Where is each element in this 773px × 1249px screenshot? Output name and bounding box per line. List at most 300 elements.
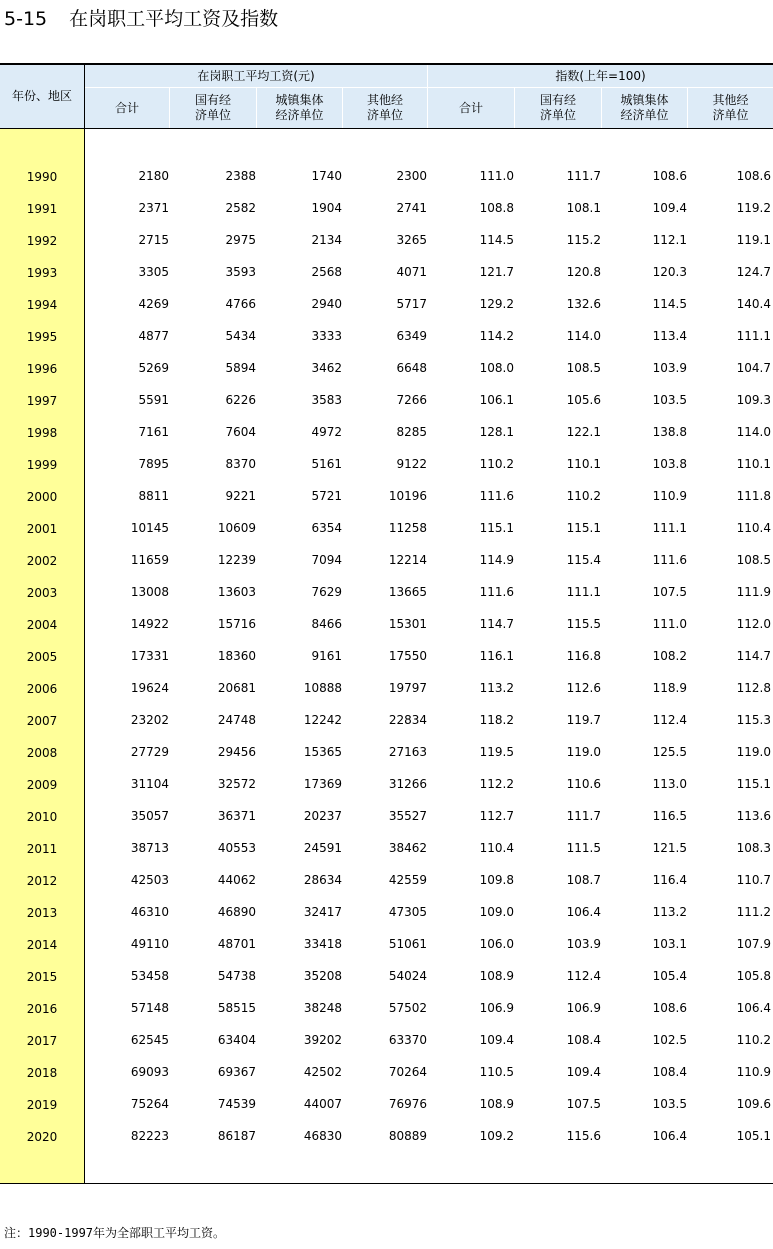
cell-wage-state: 86187	[217, 1129, 256, 1143]
cell-index-total: 108.8	[479, 201, 514, 215]
cell-index-collective: 111.6	[652, 553, 687, 567]
cell-index-other: 104.7	[736, 361, 771, 375]
cell-wage-other: 63370	[388, 1033, 427, 1047]
cell-wage-other: 70264	[388, 1065, 427, 1079]
cell-wage-other: 80889	[388, 1129, 427, 1143]
table-row	[0, 224, 773, 256]
cell-wage-total: 10145	[130, 521, 169, 535]
cell-wage-state: 58515	[217, 1001, 256, 1015]
cell-index-total: 108.9	[479, 1097, 514, 1111]
cell-index-other: 109.6	[736, 1097, 771, 1111]
cell-wage-other: 10196	[388, 489, 427, 503]
cell-wage-total: 7161	[138, 425, 169, 439]
header-col-wage-collective: 城镇集体 经济单位	[257, 88, 342, 128]
table-row	[0, 448, 773, 480]
cell-wage-collective: 15365	[303, 745, 342, 759]
cell-index-total: 114.7	[479, 617, 514, 631]
cell-wage-total: 2715	[138, 233, 169, 247]
row-year: 1993	[26, 266, 58, 280]
cell-index-collective: 111.0	[652, 617, 687, 631]
cell-index-collective: 111.1	[652, 521, 687, 535]
cell-index-state: 108.5	[566, 361, 601, 375]
cell-wage-state: 63404	[217, 1033, 256, 1047]
cell-index-other: 119.2	[736, 201, 771, 215]
row-year: 2013	[26, 906, 58, 920]
cell-wage-collective: 3462	[311, 361, 342, 375]
cell-index-total: 109.4	[479, 1033, 514, 1047]
cell-index-other: 111.2	[736, 905, 771, 919]
cell-index-state: 111.7	[566, 169, 601, 183]
cell-wage-collective: 6354	[311, 521, 342, 535]
cell-wage-collective: 24591	[303, 841, 342, 855]
cell-index-other: 107.9	[736, 937, 771, 951]
cell-index-total: 106.9	[479, 1001, 514, 1015]
cell-index-total: 114.2	[479, 329, 514, 343]
cell-index-other: 111.9	[736, 585, 771, 599]
row-year: 2017	[26, 1034, 58, 1048]
cell-wage-total: 19624	[130, 681, 169, 695]
cell-index-total: 106.0	[479, 937, 514, 951]
cell-index-state: 132.6	[566, 297, 601, 311]
table-end-rule	[0, 1183, 773, 1184]
cell-index-total: 111.6	[479, 585, 514, 599]
table-row	[0, 1056, 773, 1088]
cell-index-state: 110.1	[566, 457, 601, 471]
table-row	[0, 576, 773, 608]
cell-wage-collective: 42502	[303, 1065, 342, 1079]
table-row	[0, 864, 773, 896]
cell-wage-state: 29456	[217, 745, 256, 759]
cell-index-other: 110.7	[736, 873, 771, 887]
cell-index-collective: 102.5	[652, 1033, 687, 1047]
cell-wage-state: 2388	[225, 169, 256, 183]
row-year: 1995	[26, 330, 58, 344]
cell-wage-state: 44062	[217, 873, 256, 887]
cell-wage-collective: 5721	[311, 489, 342, 503]
cell-wage-state: 74539	[217, 1097, 256, 1111]
cell-wage-total: 2371	[138, 201, 169, 215]
cell-wage-total: 23202	[130, 713, 169, 727]
row-year: 2000	[26, 490, 58, 504]
header-col-index-state: 国有经 济单位	[515, 88, 601, 128]
header-col-index-collective: 城镇集体 经济单位	[602, 88, 687, 128]
header-col-wage-state: 国有经 济单位	[170, 88, 256, 128]
cell-wage-total: 46310	[130, 905, 169, 919]
table-row	[0, 640, 773, 672]
cell-wage-other: 76976	[388, 1097, 427, 1111]
cell-index-total: 109.0	[479, 905, 514, 919]
cell-index-state: 112.6	[566, 681, 601, 695]
table-row	[0, 672, 773, 704]
cell-index-other: 111.1	[736, 329, 771, 343]
table-row	[0, 384, 773, 416]
row-year: 2015	[26, 970, 58, 984]
cell-wage-other: 35527	[388, 809, 427, 823]
cell-wage-total: 7895	[138, 457, 169, 471]
cell-wage-collective: 32417	[303, 905, 342, 919]
row-year: 2008	[26, 746, 58, 760]
table-row	[0, 416, 773, 448]
row-year: 2001	[26, 522, 58, 536]
cell-index-collective: 109.4	[652, 201, 687, 215]
cell-wage-other: 13665	[388, 585, 427, 599]
cell-wage-state: 5894	[225, 361, 256, 375]
cell-index-total: 128.1	[479, 425, 514, 439]
cell-wage-collective: 38248	[303, 1001, 342, 1015]
cell-index-total: 112.2	[479, 777, 514, 791]
table-row	[0, 160, 773, 192]
cell-index-total: 111.6	[479, 489, 514, 503]
cell-index-state: 111.5	[566, 841, 601, 855]
cell-wage-state: 36371	[217, 809, 256, 823]
cell-wage-other: 57502	[388, 1001, 427, 1015]
cell-index-state: 115.4	[566, 553, 601, 567]
cell-index-total: 108.9	[479, 969, 514, 983]
cell-wage-collective: 39202	[303, 1033, 342, 1047]
cell-index-other: 110.4	[736, 521, 771, 535]
cell-wage-state: 48701	[217, 937, 256, 951]
cell-index-other: 110.9	[736, 1065, 771, 1079]
cell-index-other: 108.6	[736, 169, 771, 183]
cell-wage-total: 4269	[138, 297, 169, 311]
cell-wage-total: 35057	[130, 809, 169, 823]
table-row	[0, 928, 773, 960]
cell-wage-collective: 2940	[311, 297, 342, 311]
cell-index-other: 105.8	[736, 969, 771, 983]
row-year: 2020	[26, 1130, 58, 1144]
row-year: 1994	[26, 298, 58, 312]
cell-index-collective: 116.5	[652, 809, 687, 823]
cell-wage-total: 57148	[130, 1001, 169, 1015]
table-footnote: 注：1990-1997年为全部职工平均工资。	[4, 1226, 226, 1240]
cell-index-collective: 118.9	[652, 681, 687, 695]
cell-wage-other: 7266	[396, 393, 427, 407]
cell-index-total: 115.1	[479, 521, 514, 535]
row-year: 2002	[26, 554, 58, 568]
cell-wage-state: 10609	[217, 521, 256, 535]
cell-wage-collective: 17369	[303, 777, 342, 791]
row-year: 2006	[26, 682, 58, 696]
cell-wage-other: 4071	[396, 265, 427, 279]
table-row	[0, 608, 773, 640]
row-year: 2009	[26, 778, 58, 792]
cell-wage-collective: 44007	[303, 1097, 342, 1111]
cell-index-total: 110.5	[479, 1065, 514, 1079]
row-year: 1999	[26, 458, 58, 472]
cell-wage-collective: 10888	[303, 681, 342, 695]
table-row	[0, 256, 773, 288]
cell-index-other: 112.0	[736, 617, 771, 631]
cell-index-state: 115.2	[566, 233, 601, 247]
cell-index-state: 119.7	[566, 713, 601, 727]
cell-wage-total: 2180	[138, 169, 169, 183]
cell-wage-other: 47305	[388, 905, 427, 919]
cell-index-total: 121.7	[479, 265, 514, 279]
table-row	[0, 288, 773, 320]
cell-wage-other: 6349	[396, 329, 427, 343]
cell-wage-collective: 35208	[303, 969, 342, 983]
cell-index-collective: 105.4	[652, 969, 687, 983]
table-row	[0, 800, 773, 832]
header-col-wage-total: 合计	[85, 88, 169, 128]
cell-wage-total: 13008	[130, 585, 169, 599]
cell-index-other: 108.5	[736, 553, 771, 567]
row-year: 2014	[26, 938, 58, 952]
cell-wage-total: 75264	[130, 1097, 169, 1111]
cell-index-state: 103.9	[566, 937, 601, 951]
table-row	[0, 320, 773, 352]
cell-wage-collective: 3333	[311, 329, 342, 343]
row-year: 2005	[26, 650, 58, 664]
cell-wage-collective: 1740	[311, 169, 342, 183]
cell-index-state: 108.7	[566, 873, 601, 887]
cell-wage-other: 8285	[396, 425, 427, 439]
header-group-wage: 在岗职工平均工资(元)	[85, 65, 427, 87]
cell-wage-total: 53458	[130, 969, 169, 983]
header-group-index: 指数(上年=100)	[428, 65, 773, 87]
cell-wage-state: 5434	[225, 329, 256, 343]
cell-wage-other: 42559	[388, 873, 427, 887]
cell-index-collective: 103.8	[652, 457, 687, 471]
cell-index-state: 110.2	[566, 489, 601, 503]
cell-wage-state: 54738	[217, 969, 256, 983]
cell-wage-total: 3305	[138, 265, 169, 279]
cell-wage-state: 13603	[217, 585, 256, 599]
cell-wage-total: 38713	[130, 841, 169, 855]
cell-wage-state: 8370	[225, 457, 256, 471]
table-row	[0, 512, 773, 544]
cell-index-collective: 112.1	[652, 233, 687, 247]
cell-wage-collective: 46830	[303, 1129, 342, 1143]
cell-wage-collective: 20237	[303, 809, 342, 823]
cell-index-collective: 113.0	[652, 777, 687, 791]
cell-index-total: 109.2	[479, 1129, 514, 1143]
cell-wage-state: 46890	[217, 905, 256, 919]
cell-wage-state: 3593	[225, 265, 256, 279]
cell-index-state: 115.5	[566, 617, 601, 631]
cell-index-other: 109.3	[736, 393, 771, 407]
table-number: 5-15	[4, 8, 48, 30]
cell-wage-other: 5717	[396, 297, 427, 311]
cell-wage-collective: 4972	[311, 425, 342, 439]
cell-wage-state: 15716	[217, 617, 256, 631]
cell-index-other: 115.3	[736, 713, 771, 727]
cell-index-other: 106.4	[736, 1001, 771, 1015]
cell-index-total: 119.5	[479, 745, 514, 759]
cell-wage-total: 17331	[130, 649, 169, 663]
cell-index-other: 114.0	[736, 425, 771, 439]
cell-index-state: 111.7	[566, 809, 601, 823]
cell-index-total: 112.7	[479, 809, 514, 823]
cell-index-total: 110.2	[479, 457, 514, 471]
cell-wage-collective: 8466	[311, 617, 342, 631]
cell-wage-collective: 9161	[311, 649, 342, 663]
cell-index-total: 110.4	[479, 841, 514, 855]
cell-wage-other: 38462	[388, 841, 427, 855]
row-year: 1996	[26, 362, 58, 376]
cell-index-state: 108.4	[566, 1033, 601, 1047]
cell-index-collective: 108.6	[652, 169, 687, 183]
cell-wage-total: 14922	[130, 617, 169, 631]
table-row	[0, 736, 773, 768]
cell-wage-collective: 7629	[311, 585, 342, 599]
year-column-divider	[84, 65, 85, 1183]
cell-wage-other: 19797	[388, 681, 427, 695]
cell-index-total: 113.2	[479, 681, 514, 695]
cell-wage-state: 32572	[217, 777, 256, 791]
table-row	[0, 352, 773, 384]
row-year: 2016	[26, 1002, 58, 1016]
cell-index-other: 124.7	[736, 265, 771, 279]
cell-wage-collective: 12242	[303, 713, 342, 727]
row-year: 1992	[26, 234, 58, 248]
cell-wage-collective: 1904	[311, 201, 342, 215]
cell-wage-other: 3265	[396, 233, 427, 247]
cell-index-collective: 103.1	[652, 937, 687, 951]
cell-index-state: 119.0	[566, 745, 601, 759]
cell-wage-state: 9221	[225, 489, 256, 503]
header-col-index-total: 合计	[428, 88, 514, 128]
cell-wage-other: 31266	[388, 777, 427, 791]
cell-wage-total: 11659	[130, 553, 169, 567]
cell-index-state: 114.0	[566, 329, 601, 343]
cell-wage-other: 12214	[388, 553, 427, 567]
cell-wage-total: 8811	[138, 489, 169, 503]
cell-wage-state: 6226	[225, 393, 256, 407]
cell-index-other: 110.2	[736, 1033, 771, 1047]
cell-index-state: 108.1	[566, 201, 601, 215]
cell-wage-collective: 5161	[311, 457, 342, 471]
row-year: 1998	[26, 426, 58, 440]
cell-index-total: 118.2	[479, 713, 514, 727]
cell-index-other: 115.1	[736, 777, 771, 791]
cell-index-other: 119.1	[736, 233, 771, 247]
cell-index-collective: 116.4	[652, 873, 687, 887]
cell-index-collective: 110.9	[652, 489, 687, 503]
row-year: 2012	[26, 874, 58, 888]
cell-wage-total: 4877	[138, 329, 169, 343]
cell-wage-state: 24748	[217, 713, 256, 727]
cell-index-state: 110.6	[566, 777, 601, 791]
cell-wage-state: 2975	[225, 233, 256, 247]
cell-wage-total: 5591	[138, 393, 169, 407]
cell-wage-total: 5269	[138, 361, 169, 375]
cell-index-collective: 113.2	[652, 905, 687, 919]
cell-index-state: 109.4	[566, 1065, 601, 1079]
cell-index-collective: 108.2	[652, 649, 687, 663]
cell-wage-collective: 33418	[303, 937, 342, 951]
cell-wage-collective: 2568	[311, 265, 342, 279]
table-title	[4, 4, 278, 34]
cell-index-other: 113.6	[736, 809, 771, 823]
table-row	[0, 1088, 773, 1120]
table-row	[0, 1024, 773, 1056]
cell-index-collective: 112.4	[652, 713, 687, 727]
cell-index-other: 111.8	[736, 489, 771, 503]
cell-index-other: 112.8	[736, 681, 771, 695]
table-row	[0, 992, 773, 1024]
cell-index-collective: 113.4	[652, 329, 687, 343]
cell-wage-total: 69093	[130, 1065, 169, 1079]
cell-wage-other: 11258	[388, 521, 427, 535]
cell-index-state: 120.8	[566, 265, 601, 279]
row-year: 1990	[26, 170, 58, 184]
row-year: 2010	[26, 810, 58, 824]
table-row	[0, 832, 773, 864]
cell-index-collective: 108.6	[652, 1001, 687, 1015]
cell-index-collective: 125.5	[652, 745, 687, 759]
cell-index-state: 106.9	[566, 1001, 601, 1015]
cell-wage-total: 42503	[130, 873, 169, 887]
cell-index-other: 140.4	[736, 297, 771, 311]
cell-wage-other: 2741	[396, 201, 427, 215]
header-row-label: 年份、地区	[0, 65, 84, 128]
cell-wage-collective: 2134	[311, 233, 342, 247]
cell-index-collective: 103.5	[652, 1097, 687, 1111]
cell-wage-other: 15301	[388, 617, 427, 631]
cell-index-collective: 103.5	[652, 393, 687, 407]
cell-index-total: 116.1	[479, 649, 514, 663]
cell-index-collective: 138.8	[652, 425, 687, 439]
cell-index-total: 111.0	[479, 169, 514, 183]
row-year: 2007	[26, 714, 58, 728]
table-row	[0, 704, 773, 736]
row-year: 1991	[26, 202, 58, 216]
cell-index-state: 107.5	[566, 1097, 601, 1111]
cell-wage-total: 62545	[130, 1033, 169, 1047]
cell-index-other: 110.1	[736, 457, 771, 471]
table-row	[0, 480, 773, 512]
table-row	[0, 896, 773, 928]
cell-wage-state: 20681	[217, 681, 256, 695]
cell-wage-other: 51061	[388, 937, 427, 951]
table-title-text: 在岗职工平均工资及指数	[69, 8, 279, 30]
cell-wage-other: 2300	[396, 169, 427, 183]
cell-index-other: 114.7	[736, 649, 771, 663]
table-row	[0, 544, 773, 576]
cell-index-state: 122.1	[566, 425, 601, 439]
cell-index-state: 115.6	[566, 1129, 601, 1143]
cell-wage-collective: 3583	[311, 393, 342, 407]
table-row	[0, 768, 773, 800]
cell-index-state: 111.1	[566, 585, 601, 599]
cell-index-collective: 106.4	[652, 1129, 687, 1143]
cell-index-other: 119.0	[736, 745, 771, 759]
cell-index-state: 116.8	[566, 649, 601, 663]
table-row	[0, 960, 773, 992]
cell-wage-total: 27729	[130, 745, 169, 759]
cell-wage-collective: 28634	[303, 873, 342, 887]
cell-index-state: 112.4	[566, 969, 601, 983]
cell-wage-state: 69367	[217, 1065, 256, 1079]
cell-index-total: 109.8	[479, 873, 514, 887]
cell-wage-collective: 7094	[311, 553, 342, 567]
table-row	[0, 1120, 773, 1152]
cell-index-total: 108.0	[479, 361, 514, 375]
row-year: 1997	[26, 394, 58, 408]
row-year: 2019	[26, 1098, 58, 1112]
cell-index-collective: 121.5	[652, 841, 687, 855]
cell-wage-other: 6648	[396, 361, 427, 375]
cell-index-other: 105.1	[736, 1129, 771, 1143]
cell-wage-total: 49110	[130, 937, 169, 951]
cell-wage-other: 27163	[388, 745, 427, 759]
cell-index-total: 114.9	[479, 553, 514, 567]
cell-index-collective: 107.5	[652, 585, 687, 599]
cell-wage-state: 40553	[217, 841, 256, 855]
cell-index-total: 129.2	[479, 297, 514, 311]
cell-index-total: 106.1	[479, 393, 514, 407]
